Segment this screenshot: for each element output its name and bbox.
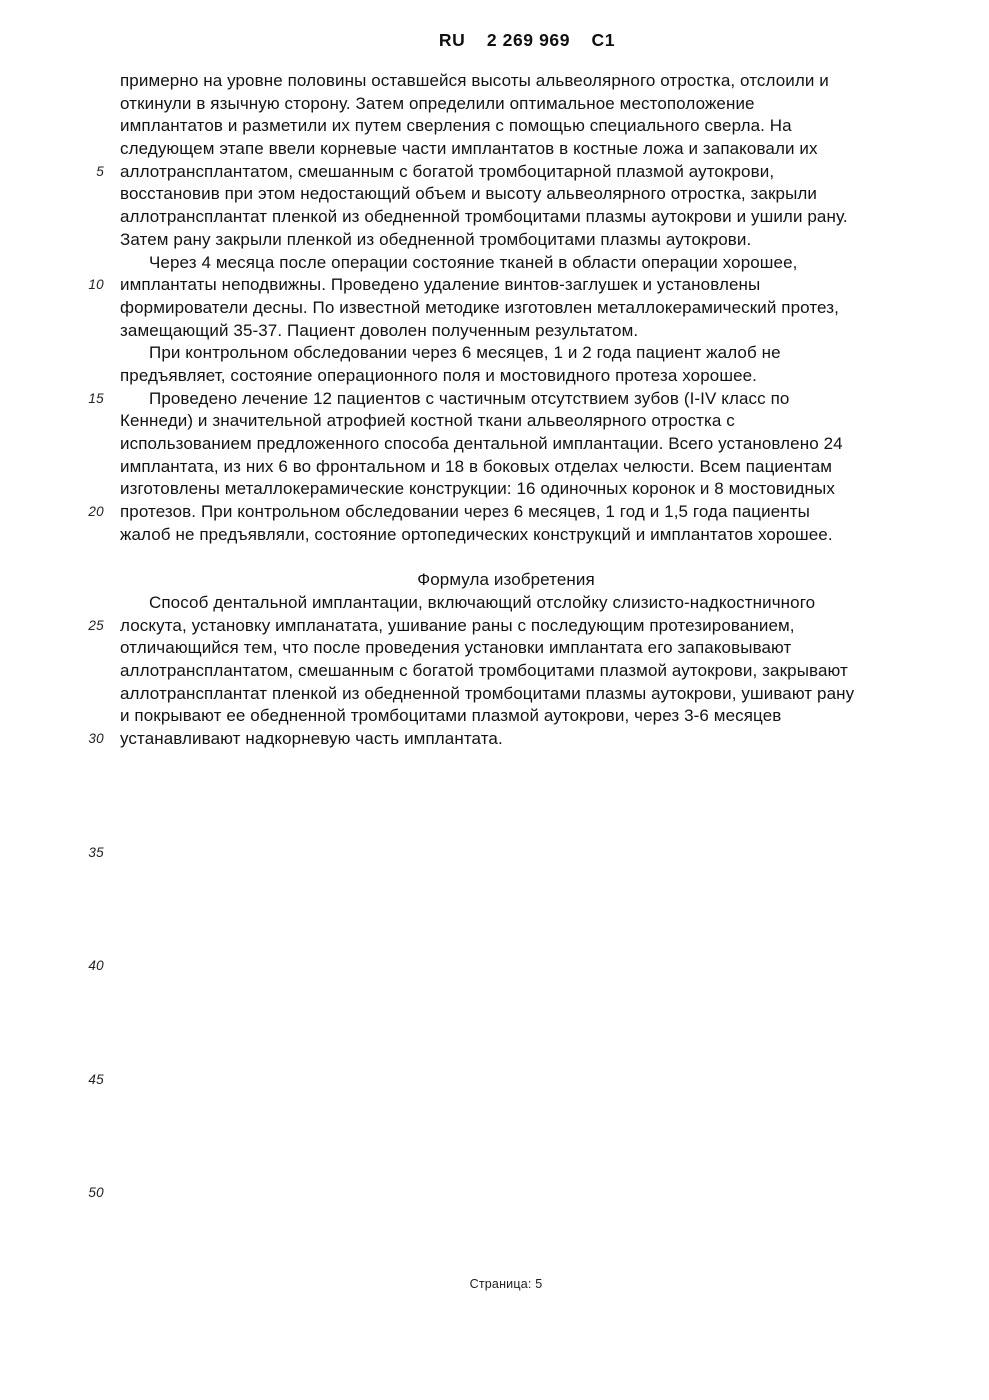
line-number: 50: [88, 1185, 104, 1200]
publication-number: 2 269 969: [486, 30, 571, 50]
document-header: [120, 30, 934, 51]
text-line: протезов. При контрольном обследовании через 6 месяцев, 1 год и 1,5 года пациенты: [120, 502, 810, 522]
text-line: При контрольном обследовании через 6 месяцев, 1 и 2 года пациент жалоб не: [149, 343, 781, 363]
claims-heading: Формула изобретения: [417, 570, 595, 590]
text-line: Через 4 месяца после операции состояние тканей в области операции хорошее,: [149, 252, 798, 272]
text-line: аллотрансплантатом, смешанным с богатой тромбоцитами плазмой аутокрови, закрывают: [120, 660, 848, 680]
text-line: и покрывают ее обедненной тромбоцитами плазмой аутокрови, через 3-6 месяцев: [120, 706, 782, 726]
text-line: имплантата, из них 6 во фронтальном и 18 в боковых отделах челюсти. Всем пациентам: [120, 456, 833, 476]
line-number: 45: [88, 1072, 104, 1087]
text-line: Затем рану закрыли пленкой из обедненной тромбоцитами плазмы аутокрови.: [120, 229, 752, 249]
text-line: Проведено лечение 12 пациентов с частичным отсутствием зубов (I-IV класс по: [149, 388, 790, 408]
text-line: использованием предложенного способа дентальной имплантации. Всего установлено 24: [120, 434, 843, 453]
text-line: предъявляет, состояние операционного поля и мостовидного протеза хорошее.: [120, 365, 758, 385]
text-line: жалоб не предъявляли, состояние ортопедических конструкций и имплантатов хорошее.: [120, 524, 833, 544]
document-body: [120, 70, 892, 751]
text-line: Кеннеди) и значительной атрофией костной ткани альвеолярного отростка с: [120, 411, 735, 431]
text-line: устанавливают надкорневую часть имплантата.: [120, 728, 503, 748]
text-line: имплантатов и разметили их путем сверления с помощью специального сверла. На: [120, 116, 792, 136]
text-line: отличающийся тем, что после проведения установки имплантата его запаковывают: [120, 638, 792, 658]
text-line: аллотрансплантат пленкой из обедненной тромбоцитами плазмы аутокрови и ушили рану.: [120, 207, 848, 227]
line-number: 35: [88, 845, 104, 860]
blank-line: [120, 546, 892, 569]
text-line: аллотрансплантат пленкой из обедненной тромбоцитами плазмы аутокрови, ушивают рану: [120, 683, 855, 703]
page-footer: [120, 1277, 892, 1291]
text-line: откинули в язычную сторону. Затем определили оптимальное местоположение: [120, 93, 755, 113]
line-number: 30: [88, 731, 104, 746]
line-number: 25: [88, 618, 104, 633]
text-line: аллотрансплантатом, смешанным с богатой тромбоцитарной плазмой аутокрови,: [120, 161, 775, 181]
line-number: 20: [88, 504, 104, 519]
text-line: восстановив при этом недостающий объем и высоту альвеолярного отростка, закрыли: [120, 184, 817, 204]
text-line: следующем этапе ввели корневые части имплантатов в костные ложа и запаковали их: [120, 139, 818, 159]
text-line: формирователи десны. По известной методике изготовлен металлокерамический протез,: [120, 297, 839, 317]
kind-code: C1: [591, 30, 616, 50]
line-number: 15: [88, 391, 104, 406]
text-line: имплантаты неподвижны. Проведено удаление винтов-заглушек и установлены: [120, 275, 761, 295]
text-line: замещающий 35-37. Пациент доволен полученным результатом.: [120, 320, 639, 340]
text-line: Способ дентальной имплантации, включающий отслойку слизисто-надкостничного: [149, 592, 816, 612]
text-line: изготовлены металлокерамические конструкции: 16 одиночных коронок и 8 мостовидных: [120, 479, 835, 499]
line-number-gutter: [58, 70, 104, 1210]
line-number: 10: [88, 277, 104, 292]
text-line: лоскута, установку импланатата, ушивание раны с последующим протезированием,: [120, 615, 795, 635]
text-line: примерно на уровне половины оставшейся высоты альвеолярного отростка, отслоили и: [120, 71, 829, 90]
line-number: 5: [96, 164, 104, 179]
country-code: RU: [438, 30, 466, 50]
page-number-label: Страница: 5: [469, 1277, 543, 1291]
line-number: 40: [88, 958, 104, 973]
